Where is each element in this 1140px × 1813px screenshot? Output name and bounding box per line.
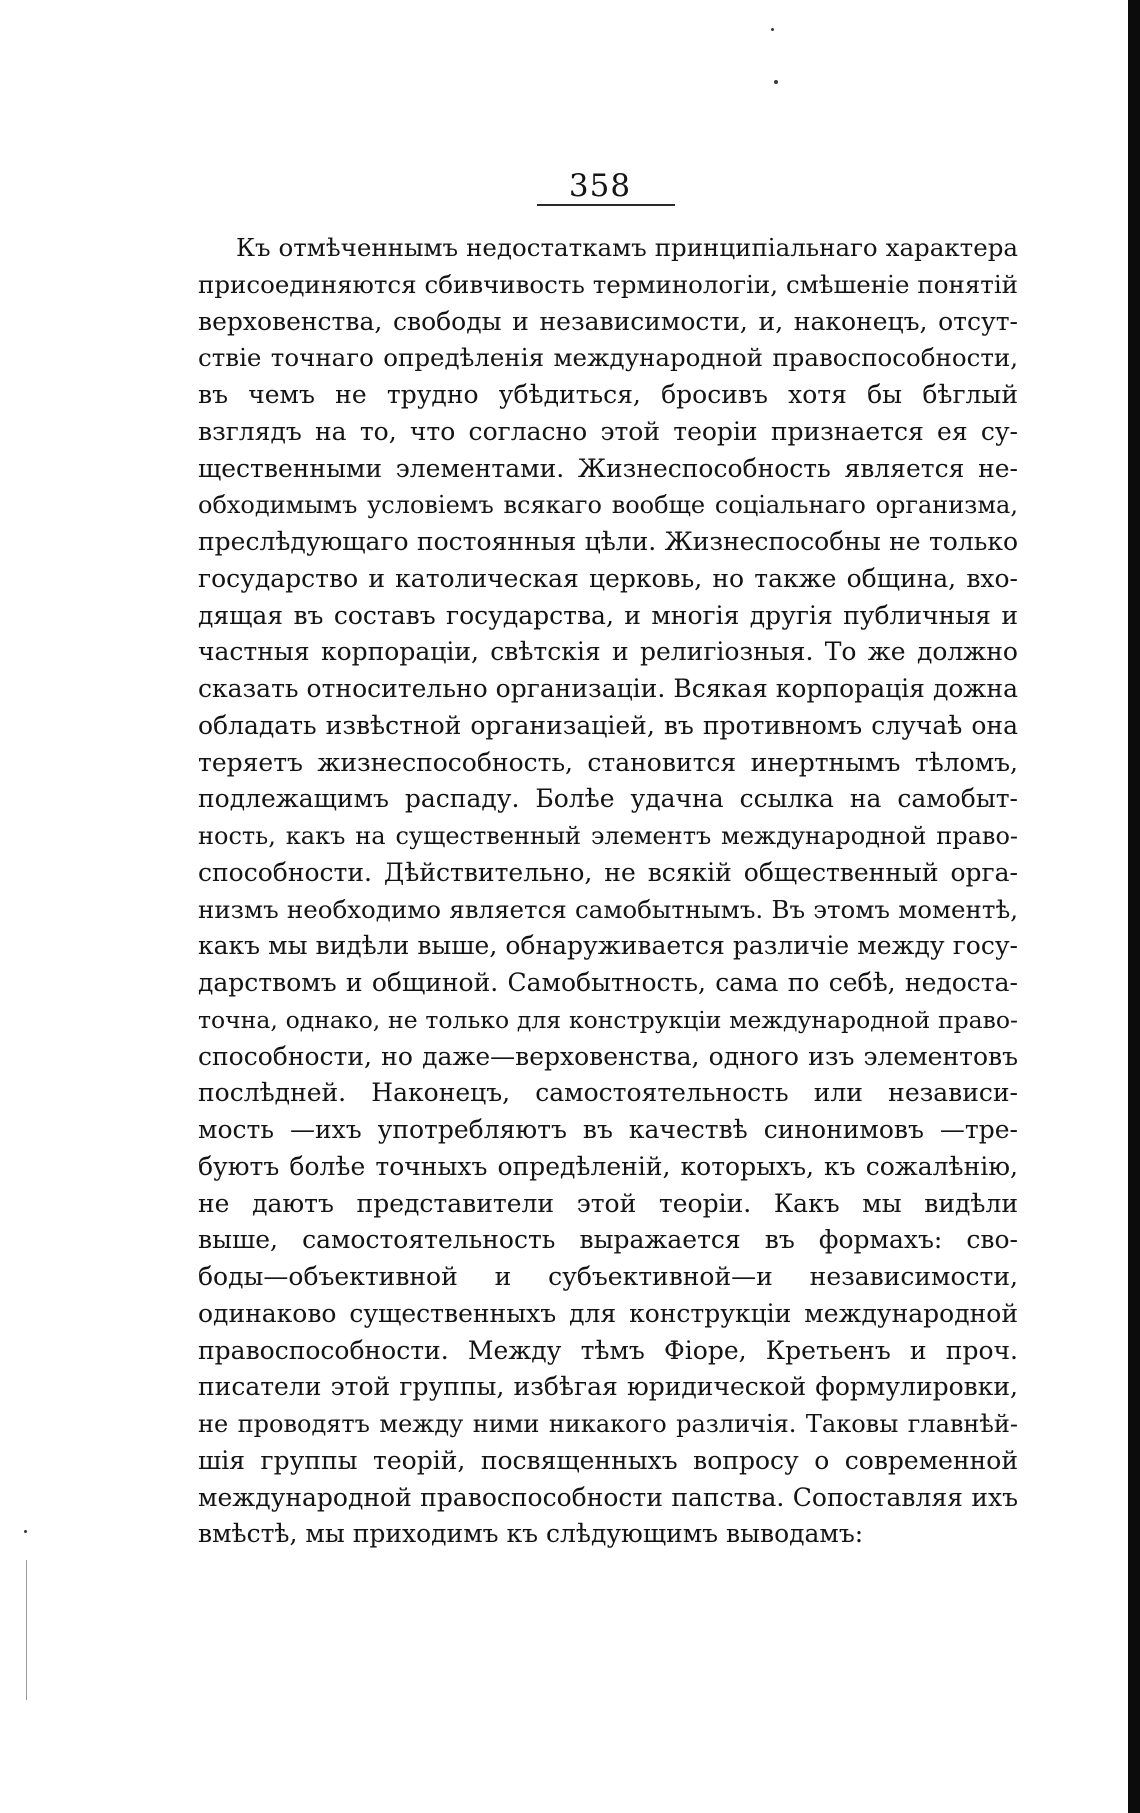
text-line: послѣдней. Наконецъ, самостоятельность или независи- (198, 1078, 1018, 1108)
text-line: шія группы теорій, посвященныхъ вопросу о современной (198, 1445, 1018, 1475)
text-line: теряетъ жизнеспособность, становится инертнымъ тѣломъ, (198, 747, 1018, 777)
text-line: способности. Дѣйствительно, не всякій общественный орга- (198, 857, 1018, 887)
text-line: присоединяются сбивчивость терминологіи, смѣшеніе понятій (198, 269, 1018, 299)
text-line: одинаково существенныхъ для конструкціи международной (198, 1298, 1018, 1328)
scan-line (26, 1560, 27, 1700)
text-line: взглядъ на то, что согласно этой теоріи признается ея су- (198, 416, 1018, 446)
text-line: частныя корпораціи, свѣтскія и религіозныя. То же должно (198, 637, 1018, 667)
scan-speck (771, 28, 774, 31)
text-line: какъ мы видѣли выше, обнаруживается различіе между госу- (198, 931, 1018, 961)
text-line: не даютъ представители этой теоріи. Какъ мы видѣли (198, 1188, 1018, 1218)
text-line: обладать извѣстной организаціей, въ противномъ случаѣ она (198, 710, 1018, 740)
text-line: точна, однако, не только для конструкціи международной право- (198, 1005, 1018, 1034)
text-line: верховенства, свободы и независимости, и, наконецъ, отсут- (198, 306, 1018, 336)
body-text (198, 230, 1018, 1553)
text-line: правоспособности. Между тѣмъ Фіоре, Кретьенъ и проч. (198, 1335, 1018, 1365)
text-line: боды—объективной и субъективной—и независимости, (198, 1262, 1018, 1291)
text-line: буютъ болѣе точныхъ опредѣленій, которыхъ, къ сожалѣнію, (198, 1151, 1018, 1181)
text-line: преслѣдующаго постоянныя цѣли. Жизнеспособны не только (198, 527, 1018, 556)
text-line: международной правоспособности папства. Сопоставляя ихъ (198, 1482, 1018, 1512)
scan-right-edge (1128, 0, 1140, 1813)
text-line: выше, самостоятельность выражается въ формахъ: сво- (198, 1225, 1018, 1255)
text-line: ность, какъ на существенный элементъ международной право- (198, 822, 1018, 850)
text-line: сказать относительно организаціи. Всякая корпорація дожна (198, 674, 1018, 703)
text-line: писатели этой группы, избѣгая юридической формулировки, (198, 1372, 1018, 1402)
text-line: способности, но даже—верховенства, одного изъ элементовъ (198, 1041, 1018, 1071)
text-line: Къ отмѣченнымъ недостаткамъ принципіальнаго характера (236, 233, 1018, 262)
text-line: не проводятъ между ними никакого различія. Таковы главнѣй- (198, 1410, 1018, 1438)
scan-speck (24, 1530, 27, 1533)
text-line: ствіе точнаго опредѣленія международной правоспособности, (198, 343, 1018, 373)
scan-speck (774, 80, 778, 84)
header-rule (537, 204, 675, 206)
text-line: вмѣстѣ, мы приходимъ къ слѣдующимъ выводамъ: (198, 1519, 864, 1549)
text-line: низмъ необходимо является самобытнымъ. Въ этомъ моментѣ, (198, 894, 1018, 924)
text-line: мость —ихъ употребляютъ въ качествѣ синонимовъ —тре- (198, 1115, 1018, 1144)
text-line: дящая въ составъ государства, и многія другія публичныя и (198, 600, 1018, 630)
page-number: 358 (568, 168, 632, 204)
text-line: щественными элементами. Жизнеспособность является не- (198, 453, 1018, 483)
text-line: дарствомъ и общиной. Самобытность, сама по себѣ, недоста- (198, 968, 1018, 997)
text-line: въ чемъ не трудно убѣдиться, бросивъ хотя бы бѣглый (198, 380, 1018, 409)
text-line: государство и католическая церковь, но также община, вхо- (198, 563, 1018, 593)
text-line: подлежащимъ распаду. Болѣе удачна ссылка на самобыт- (198, 784, 1018, 814)
text-line: обходимымъ условіемъ всякаго вообще соціальнаго организма, (198, 491, 1018, 520)
